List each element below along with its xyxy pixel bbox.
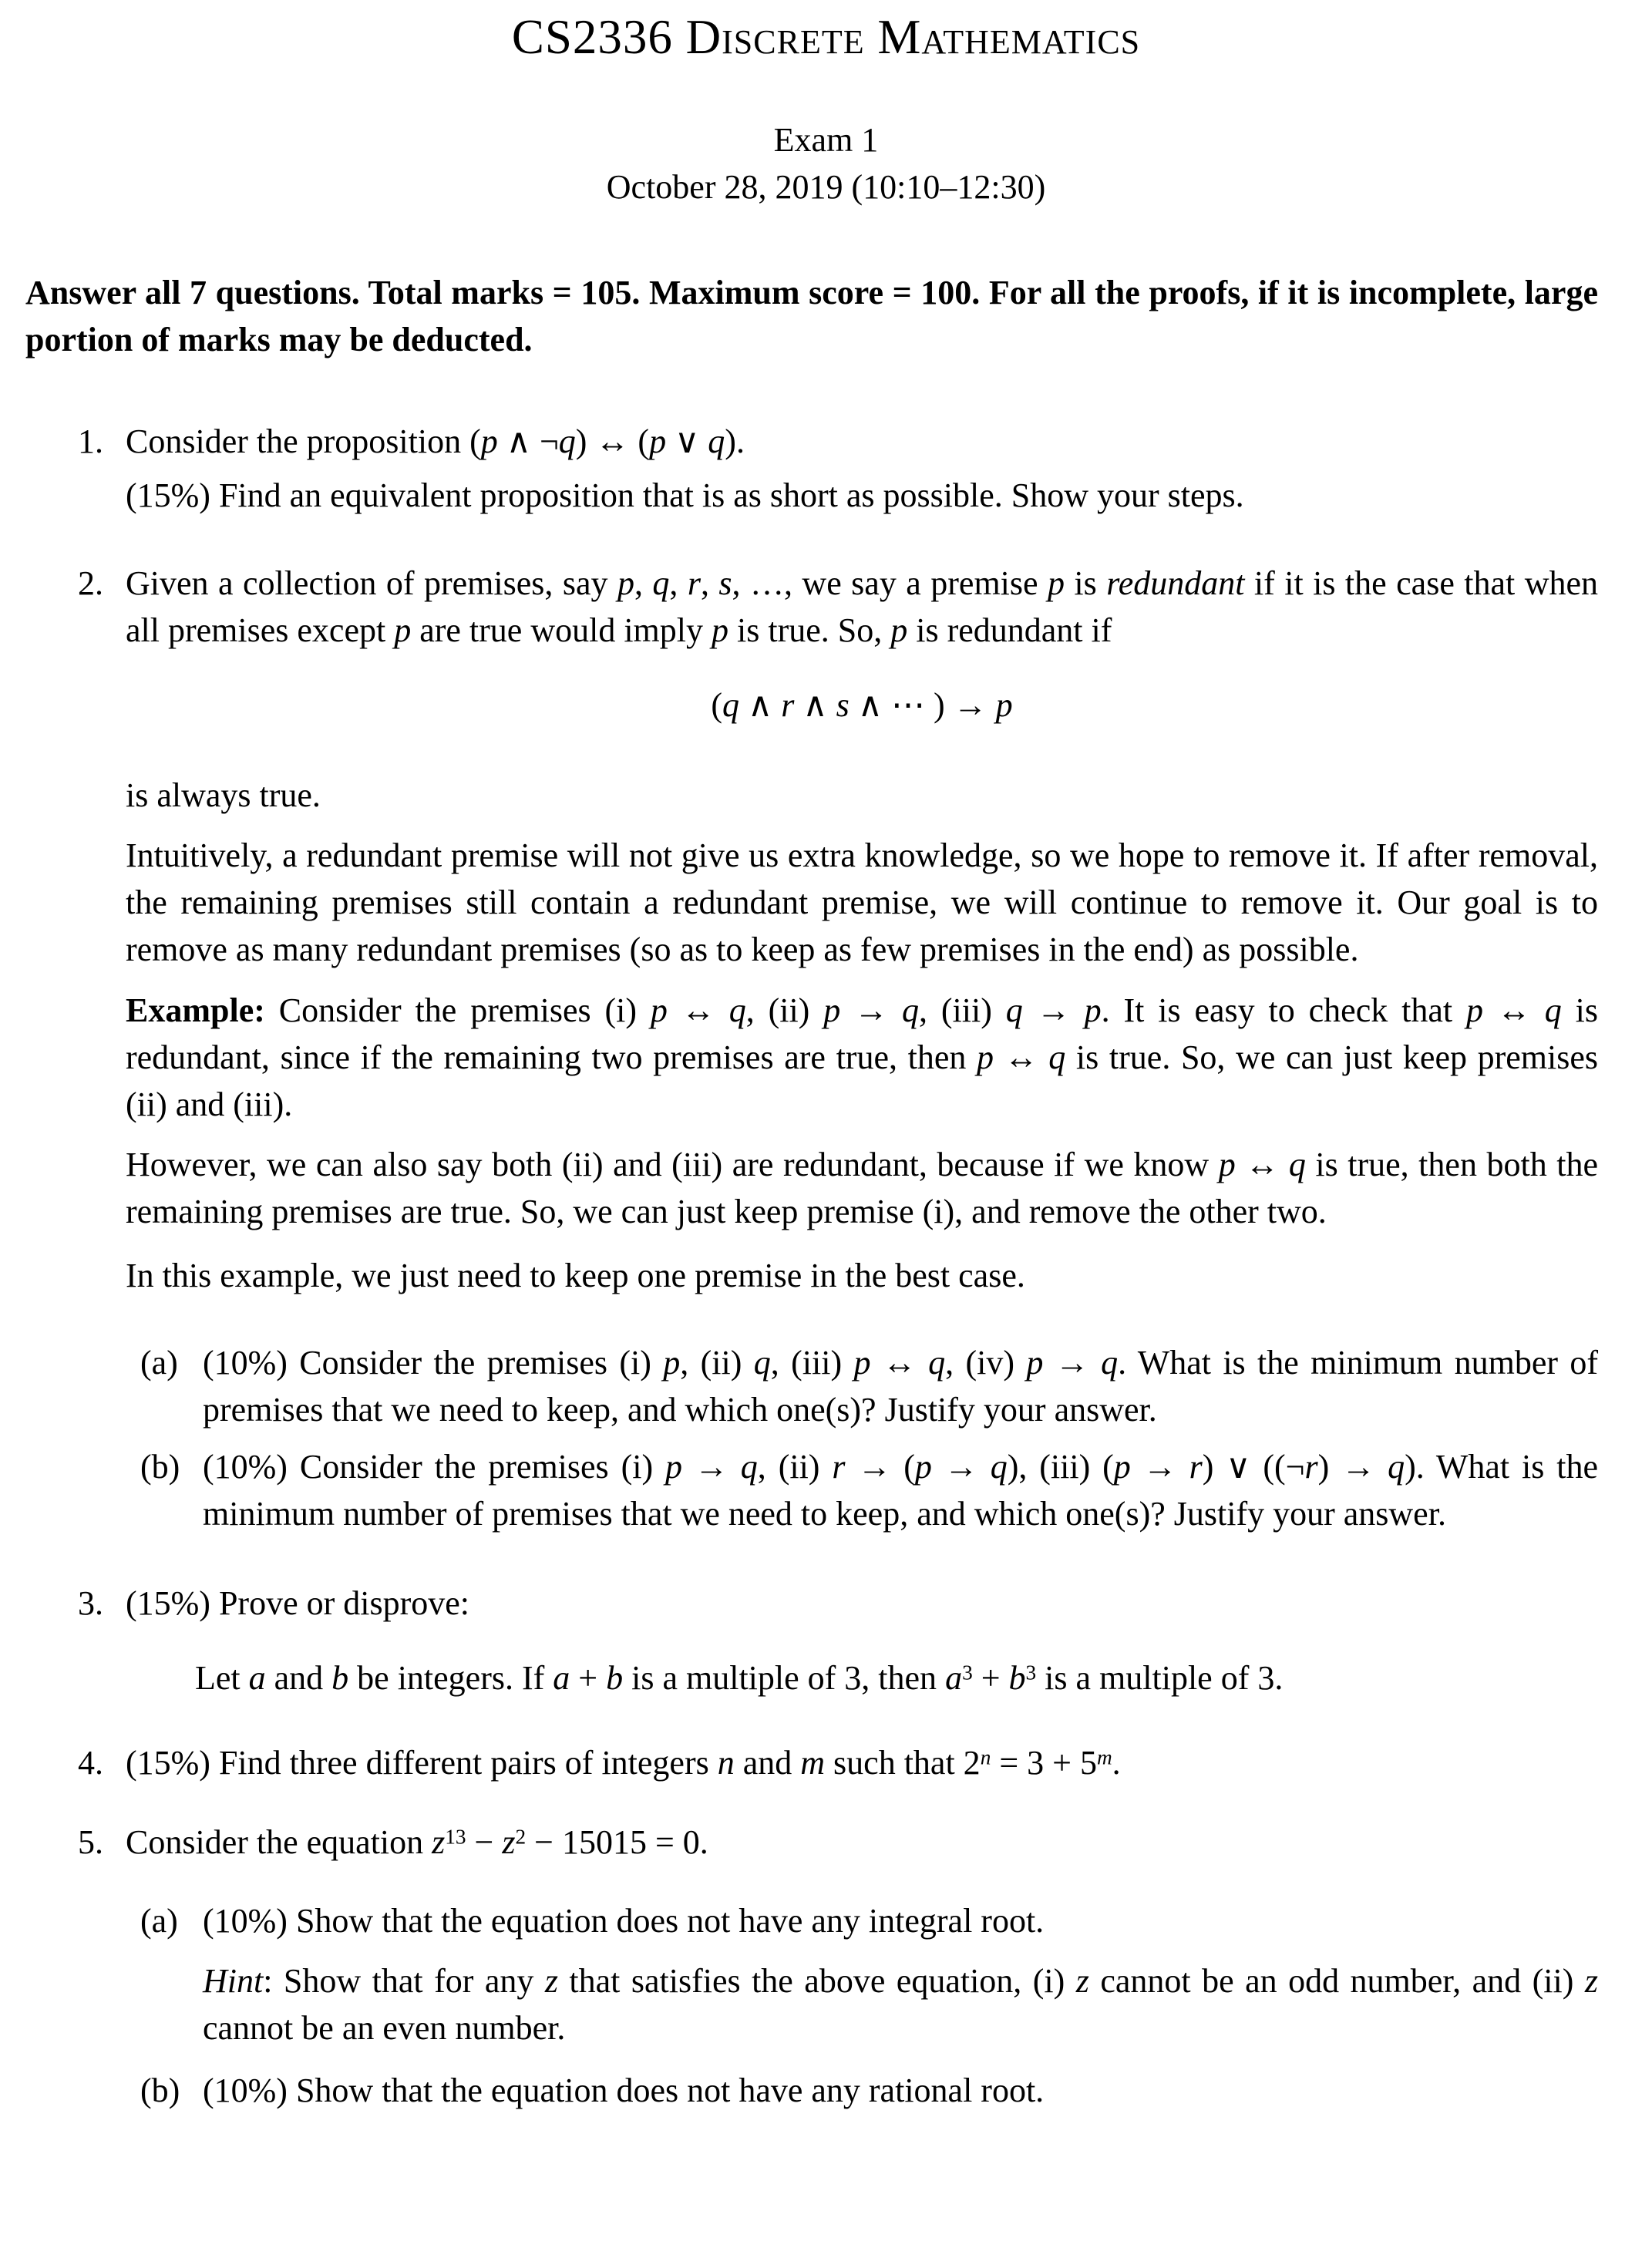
question-5-part-a-label: (a): [140, 1902, 178, 1940]
question-5-part-a: [140, 1897, 1598, 1944]
question-5-part-a-text: (10%) Show that the equation does not have any integral root.: [203, 1902, 1045, 1940]
course-title: CS2336 Discrete Mathematics: [511, 10, 1141, 64]
question-2-part-a-text: (10%) Consider the premises (i) p, (ii) q, (iii) p ↔ q, (iv) p → q. What is the minimum number of premises that we need to keep, and which one(s)? Justify your answer.: [203, 1344, 1599, 1429]
question-2-intro: Given a collection of premises, say p, q, r, s, …, we say a premise p is redundant if it is the case that when all premises except p are true would imply p is true. So, p is redundant if: [126, 564, 1599, 649]
exam-instructions: Answer all 7 questions. Total marks = 105. Maximum score = 100. For all the proofs, if it is incomplete, large portion of marks may be deducted.: [25, 274, 1598, 358]
question-2-paragraph-intuition: Intuitively, a redundant premise will not give us extra knowledge, so we hope to remove it. If after removal, the remaining premises still contain a redundant premise, we will continue to remove it. Our goal is to remove as many redundant premises (so as to keep as few premises in the end) as possible.: [126, 836, 1598, 968]
question-2: [78, 560, 1599, 1537]
question-4-number: 4.: [78, 1744, 103, 1782]
question-1: [78, 418, 1598, 519]
question-2-part-a-label: (a): [140, 1344, 178, 1382]
exam-title: Exam 1: [773, 121, 879, 159]
question-5-part-b: [140, 2067, 1598, 2114]
question-4-intro: (15%) Find three different pairs of integers n and m such that $2^n = 3 + 5^m$.: [126, 1744, 1121, 1782]
question-2-paragraph-example: Example: Consider the premises (i) p ↔ q, (ii) p → q, (iii) q → p. It is easy to check that p ↔ q is redundant, since if the remaining two premises are true, then p ↔ q is true. So, we can just keep premises (ii) and (iii).: [126, 991, 1599, 1123]
question-1-part: (15%) Find an equivalent proposition that is as short as possible. Show your steps.: [126, 476, 1244, 514]
question-5: [78, 1819, 1598, 2114]
question-2-number: 2.: [78, 564, 103, 602]
question-5-number: 5.: [78, 1823, 103, 1861]
question-2-display-equation: (q ∧ r ∧ s ∧ ⋯ ) → p: [711, 686, 1013, 724]
question-5-part-a-hint: Hint: Show that for any z that satisfies the above equation, (i) z cannot be an odd number, and (ii) z cannot be an even number.: [203, 1962, 1598, 2047]
question-5-part-b-text: (10%) Show that the equation does not have any rational root.: [203, 2071, 1045, 2109]
question-1-number: 1.: [78, 422, 103, 460]
question-2-part-b: [140, 1443, 1599, 1537]
question-3: [78, 1580, 1598, 1701]
question-2-after-equation: is always true.: [126, 776, 321, 814]
question-3-statement: Let a and b be integers. If a + b is a multiple of 3, then $a^3 + b^3$ is a multiple of 3.: [195, 1659, 1284, 1697]
question-2-part-b-text: (10%) Consider the premises (i) p → q, (ii) r → (p → q), (iii) (p → r) ∨ ((¬r) → q). What is the minimum number of premises that we need to keep, and which one(s)? Justify your answer.: [203, 1448, 1599, 1533]
question-2-paragraph-conclusion: In this example, we just need to keep one premise in the best case.: [126, 1257, 1025, 1294]
question-4: [78, 1739, 1598, 1786]
question-5-intro: Consider the equation $z^{13} - z^2 - 15015 = 0$.: [126, 1823, 708, 1861]
question-2-part-a: [140, 1339, 1599, 1433]
question-3-number: 3.: [78, 1584, 103, 1622]
question-2-paragraph-however: However, we can also say both (ii) and (iii) are redundant, because if we know p ↔ q is true, then both the remaining premises are true. So, we can just keep premise (i), and remove the other two.: [126, 1146, 1598, 1230]
exam-date-time: October 28, 2019 (10:10–12:30): [606, 168, 1046, 206]
question-5-part-b-label: (b): [140, 2071, 180, 2109]
question-3-intro: (15%) Prove or disprove:: [126, 1584, 470, 1622]
question-1-intro: Consider the proposition (p ∧ ¬q) ↔ (p ∨ q).: [126, 422, 745, 460]
question-2-part-b-label: (b): [140, 1448, 180, 1486]
